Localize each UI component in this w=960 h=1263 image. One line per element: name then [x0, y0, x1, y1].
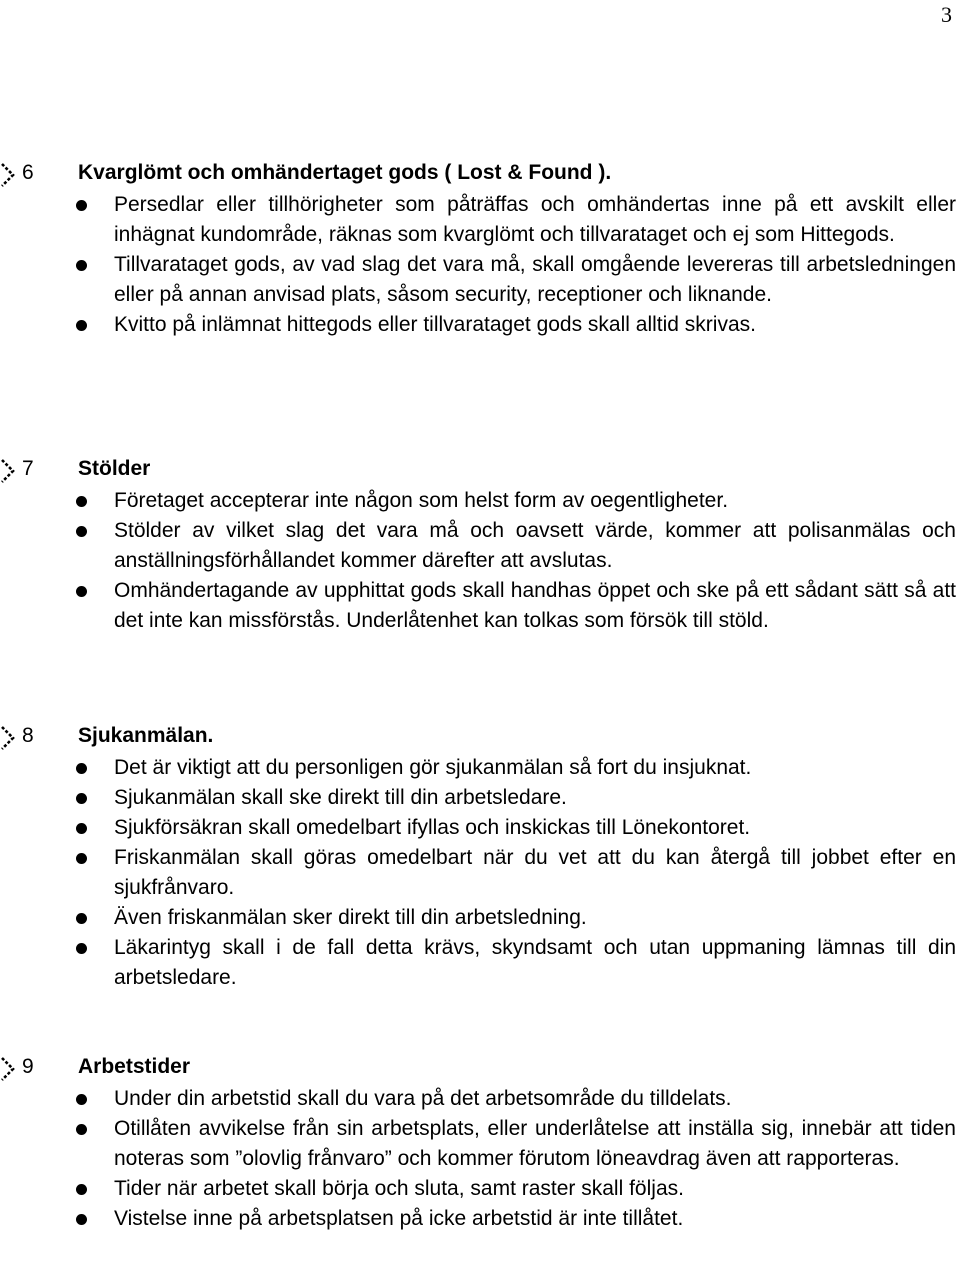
bullet-list: [0, 190, 960, 340]
list-item: Friskanmälan skall göras omedelbart när du vet att du kan återgå till jobbet efter en sjukfrånvaro.: [0, 843, 960, 903]
bullet-icon: [76, 913, 87, 924]
section-heading: [0, 454, 960, 486]
list-item: Under din arbetstid skall du vara på det arbetsområde du tilldelats.: [0, 1084, 960, 1114]
bullet-list: [0, 1084, 960, 1234]
bullet-icon: [76, 853, 87, 864]
section-number: 9: [22, 1055, 34, 1078]
section-number: 6: [22, 161, 34, 184]
section-title: Stölder: [78, 457, 151, 480]
section-6: [0, 158, 960, 340]
section-number: 7: [22, 457, 34, 480]
bullet-icon: [76, 526, 87, 537]
bullet-icon: [76, 1094, 87, 1105]
list-item: Även friskanmälan sker direkt till din arbetsledning.: [0, 903, 960, 933]
section-heading: [0, 158, 960, 190]
list-item: Företaget accepterar inte någon som helst form av oegentligheter.: [0, 486, 960, 516]
list-item: Läkarintyg skall i de fall detta krävs, skyndsamt och utan uppmaning lämnas till din arbetsledare.: [0, 933, 960, 993]
list-item: Kvitto på inlämnat hittegods eller tillvarataget gods skall alltid skrivas.: [0, 310, 960, 340]
bullet-list: [0, 486, 960, 636]
section-7: [0, 454, 960, 636]
section-heading: [0, 1052, 960, 1084]
list-item: Omhändertagande av upphittat gods skall handhas öppet och ske på ett sådant sätt så att det inte kan missförstås. Underlåtenhet kan tolkas som försök till stöld.: [0, 576, 960, 636]
bullet-icon: [76, 823, 87, 834]
list-item: Sjukförsäkran skall omedelbart ifyllas och inskickas till Lönekontoret.: [0, 813, 960, 843]
bullet-icon: [76, 1214, 87, 1225]
list-item: Sjukanmälan skall ske direkt till din arbetsledare.: [0, 783, 960, 813]
bullet-icon: [76, 496, 87, 507]
list-item: Det är viktigt att du personligen gör sjukanmälan så fort du insjuknat.: [0, 753, 960, 783]
section-arrow-icon: [0, 458, 16, 484]
section-8: [0, 721, 960, 993]
section-arrow-icon: [0, 1056, 16, 1082]
section-title: Arbetstider: [78, 1055, 191, 1078]
bullet-icon: [76, 260, 87, 271]
bullet-icon: [76, 793, 87, 804]
bullet-icon: [76, 943, 87, 954]
list-item: Vistelse inne på arbetsplatsen på icke arbetstid är inte tillåtet.: [0, 1204, 960, 1234]
list-item: Tillvarataget gods, av vad slag det vara må, skall omgående levereras till arbetsledningen eller på annan anvisad plats, såsom security, receptioner och liknande.: [0, 250, 960, 310]
bullet-list: [0, 753, 960, 993]
bullet-icon: [76, 1184, 87, 1195]
section-title: Kvarglömt och omhändertaget gods ( Lost & Found ).: [78, 161, 612, 184]
bullet-icon: [76, 763, 87, 774]
section-number: 8: [22, 724, 34, 747]
page-number: 3: [941, 2, 952, 27]
bullet-icon: [76, 320, 87, 331]
list-item: Otillåten avvikelse från sin arbetsplats, eller underlåtelse att inställa sig, innebär att tiden noteras som ”olovlig frånvaro” och kommer förutom löneavdrag även att rapporteras.: [0, 1114, 960, 1174]
section-9: [0, 1052, 960, 1234]
section-arrow-icon: [0, 162, 16, 188]
list-item: Stölder av vilket slag det vara må och oavsett värde, kommer att polisanmälas och anställningsförhållandet kommer därefter att avslutas.: [0, 516, 960, 576]
section-heading: [0, 721, 960, 753]
bullet-icon: [76, 200, 87, 211]
bullet-icon: [76, 1124, 87, 1135]
list-item: Persedlar eller tillhörigheter som påträffas och omhändertas inne på ett avskilt eller inhägnat kundområde, räknas som kvarglömt och tillvarataget och ej som Hittegods.: [0, 190, 960, 250]
bullet-icon: [76, 586, 87, 597]
section-arrow-icon: [0, 725, 16, 751]
section-title: Sjukanmälan.: [78, 724, 214, 747]
list-item: Tider när arbetet skall börja och sluta, samt raster skall följas.: [0, 1174, 960, 1204]
